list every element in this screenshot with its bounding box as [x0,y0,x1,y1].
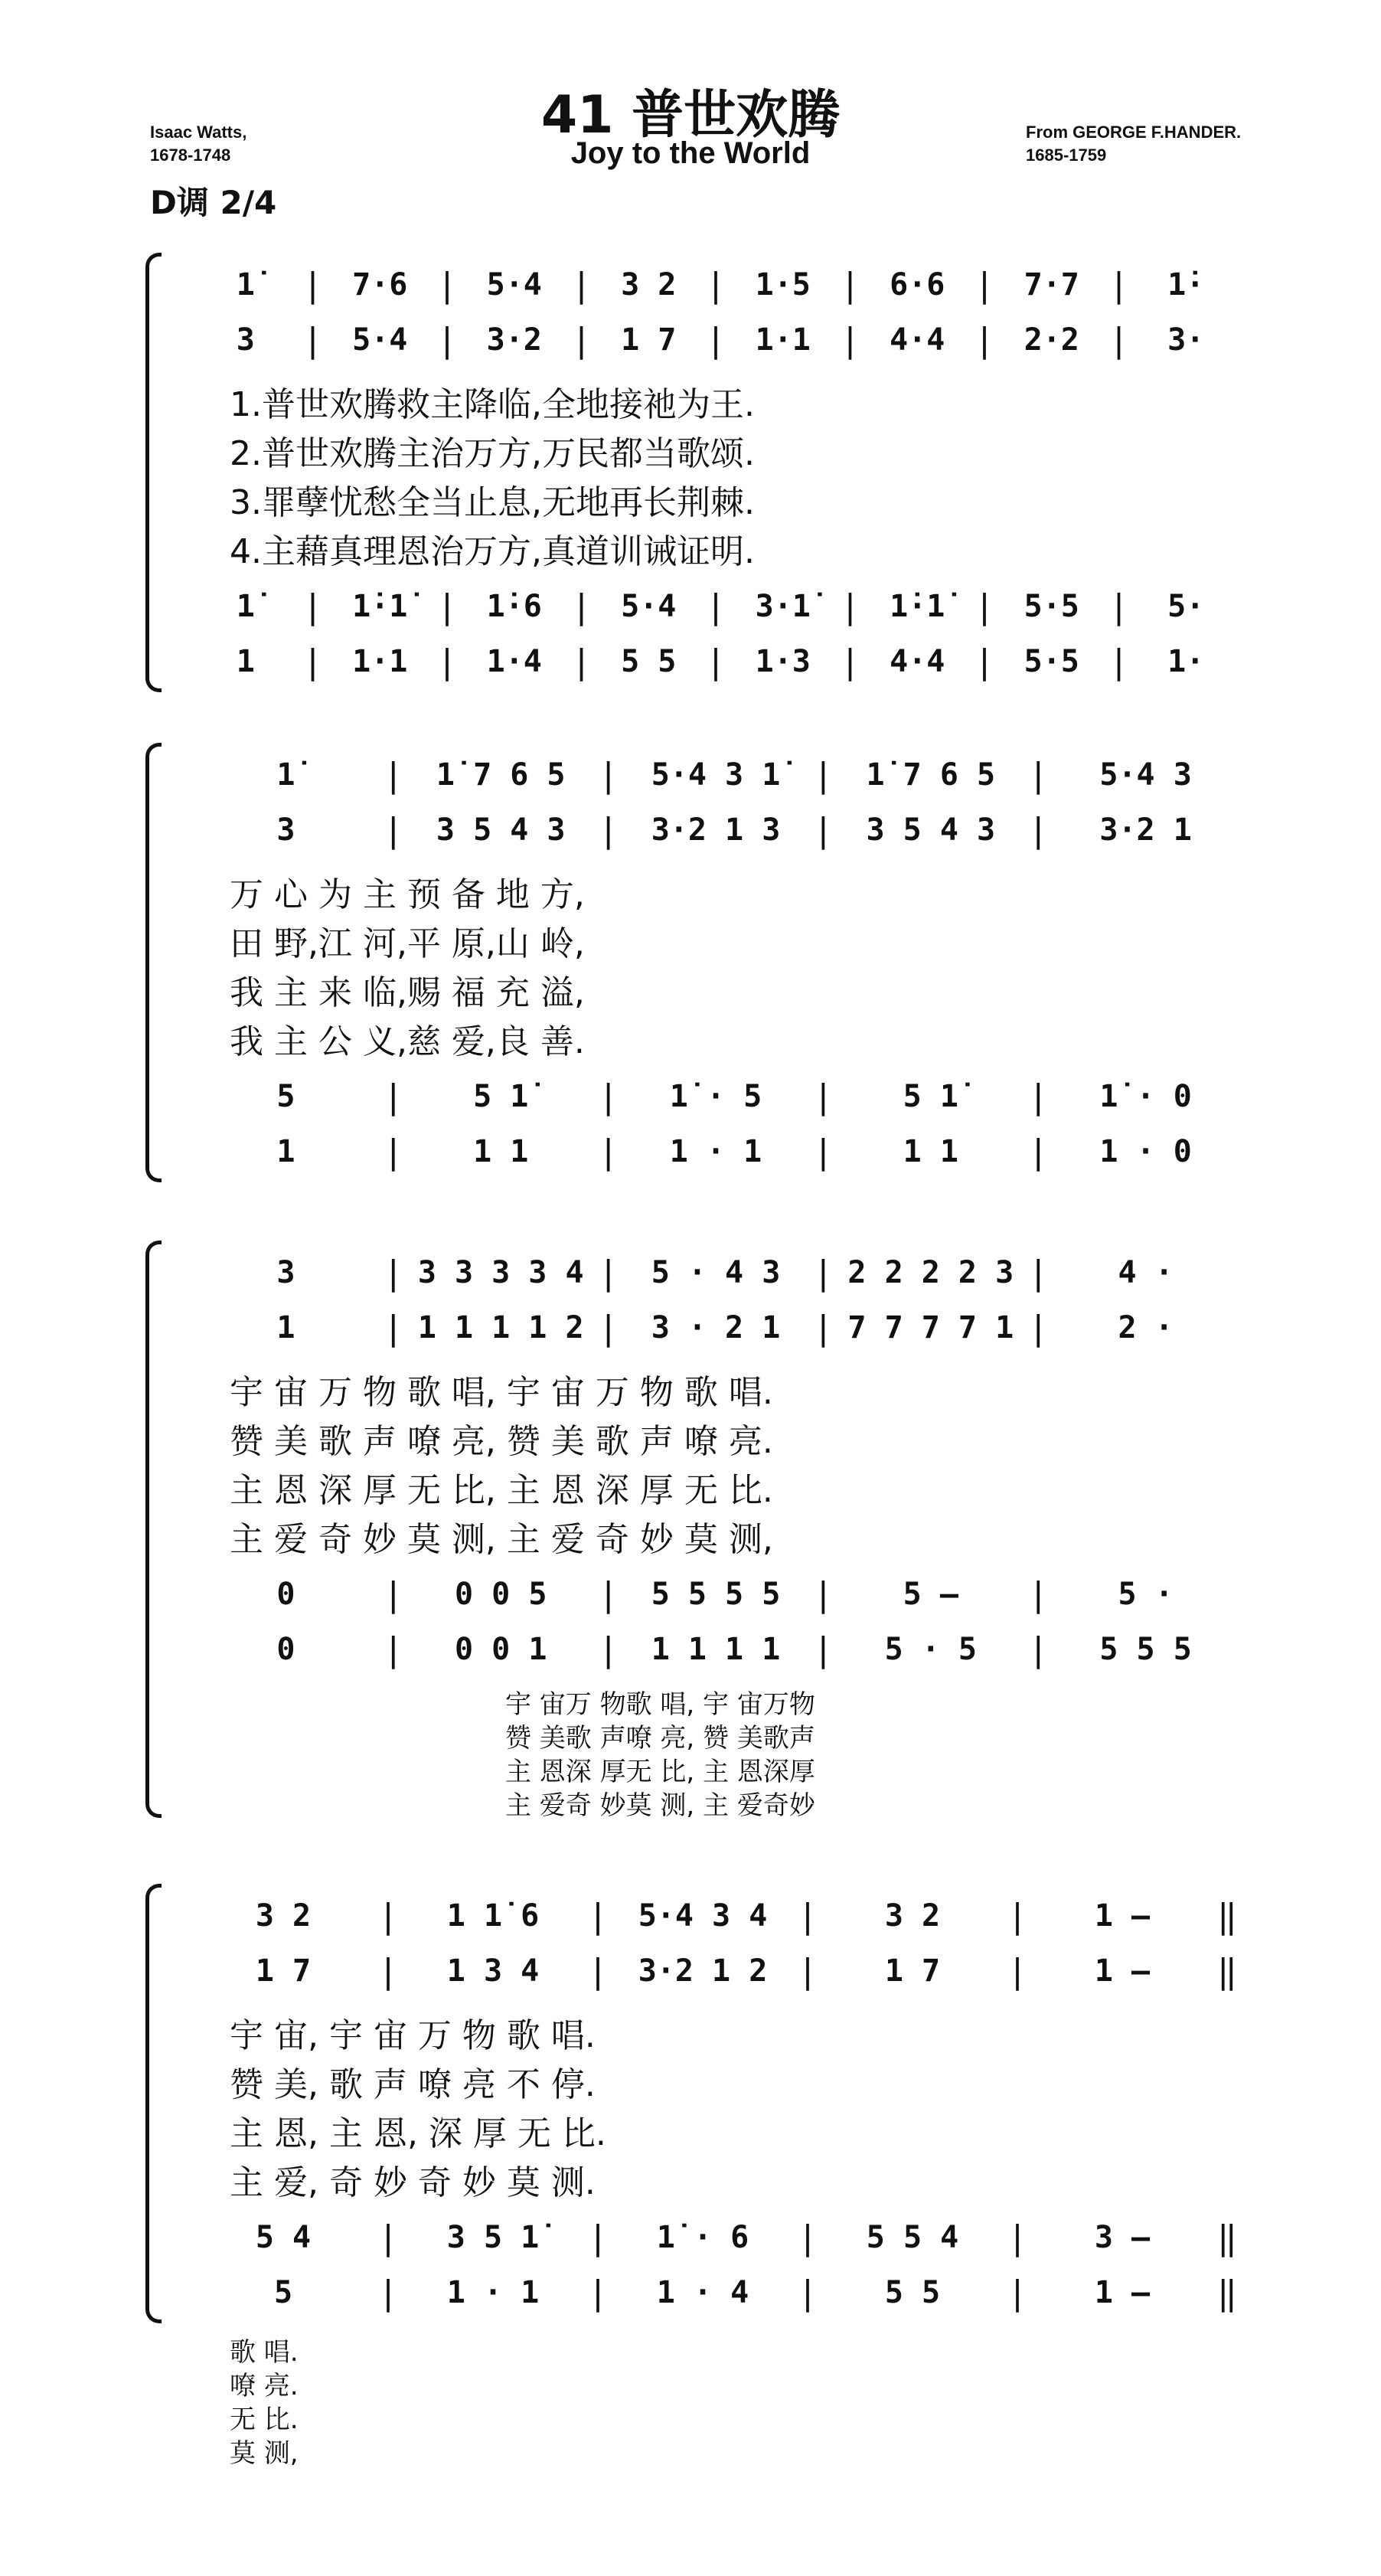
barline: | [797,1951,818,1991]
harmony-row [191,2268,1240,2317]
barline: | [1108,642,1129,682]
barline: | [1027,1308,1049,1348]
note-group: 5 5 4 [866,2220,959,2255]
note-group: 7·7 [1024,267,1079,302]
barline: | [598,1253,619,1293]
barline: | [1027,1574,1049,1614]
barline: | [813,810,834,850]
harmony-row [191,582,1240,631]
note-group: 5·4 3 1̇ [651,757,781,793]
tail-lyric-line: 嘹 亮. [230,2371,299,2401]
note-group: 1·3 [755,644,811,679]
lyric-line: 我 主 公 义,慈 爱,良 善. [230,1022,585,1061]
note-group: 5·4 [352,322,408,358]
barline: | [383,1132,404,1172]
note-group: 0 [276,1577,295,1612]
note-group: 1̇ · 6 [656,2220,749,2255]
barline: | [598,1132,619,1172]
note-group: 4·4 [890,644,945,679]
lyric-line: 赞 美, 歌 声 嘹 亮 不 停. [230,2065,596,2104]
barline: | [705,320,726,360]
barline: | [840,265,860,305]
barline: | [571,587,592,626]
note-group: 0 [276,1632,295,1667]
note-group: 5 [273,2275,293,2310]
system-brace [145,1884,162,2323]
note-group: 1 7 [255,1953,312,1989]
note-group: 1 [276,1134,295,1169]
note-group: 3 5 1̇ [446,2220,540,2255]
barline: | [1027,1132,1049,1172]
barline: | [797,1896,818,1936]
note-group: 1̇ [276,757,295,793]
note-group: 1 · 1 [446,2275,540,2310]
note-group: 1 [276,1310,295,1345]
barline: | [1027,810,1049,850]
barline: | [797,2218,818,2257]
note-group: 3 — [1094,2220,1151,2255]
note-group: 0 0 5 [454,1577,547,1612]
note-group: 5 4 [255,2220,312,2255]
harmony-row [191,2213,1240,2262]
barline: | [377,2218,399,2257]
barline: | [813,1132,834,1172]
barline: ‖ [1216,1896,1238,1936]
barline: | [705,642,726,682]
note-group: 3 5 4 3 [866,812,996,848]
barline: | [705,265,726,305]
barline: | [1027,1253,1049,1293]
note-group: 5·5 [1024,644,1079,679]
lyric-line: 我 主 来 临,赐 福 充 溢, [230,973,585,1012]
note-group: 1 — [1094,2275,1151,2310]
note-group: 1 1 1 1 2 [417,1310,584,1345]
barline: | [840,642,860,682]
note-group: 3· [1167,322,1205,358]
barline: | [383,810,404,850]
key-signature: D调 2/4 [150,184,277,221]
barline: ‖ [1216,2218,1238,2257]
barline: | [840,320,860,360]
barline: | [974,642,995,682]
barline: | [813,1630,834,1669]
note-group: 5 · 5 [884,1632,977,1667]
barline: | [587,2273,609,2313]
melody-row [191,1248,1240,1297]
note-group: 5·5 [1024,589,1079,624]
barline: | [436,320,458,360]
barline: | [383,1077,404,1116]
barline: | [383,1630,404,1669]
lyric-line: 3.罪孽忧愁全当止息,无地再长荆棘. [230,483,755,522]
lyric-line: 宇 宙 万 物 歌 唱, 宇 宙 万 物 歌 唱. [230,1373,773,1412]
composer-name: From GEORGE F.HANDER. [1026,123,1242,142]
note-group: 1 · 0 [1099,1134,1192,1169]
barline: | [436,642,458,682]
barline: | [587,2218,609,2257]
note-group: 2 2 2 2 3 [847,1255,1014,1290]
barline: | [813,1574,834,1614]
note-group: 3·2 1 2 [638,1953,768,1989]
harmony-lyric-line: 主 爱奇 妙莫 测, 主 爱奇妙 [505,1790,815,1821]
barline: | [598,1630,619,1669]
barline: | [1027,1630,1049,1669]
note-group: 5 · 4 3 [651,1255,781,1290]
hymn-title: 41 普世欢腾 [540,85,841,145]
note-group: 3·2 1 [1099,812,1192,848]
note-group: 5·4 3 [1099,757,1192,793]
barline: | [598,1077,619,1116]
lyric-line: 主 恩 深 厚 无 比, 主 恩 深 厚 无 比. [230,1471,773,1510]
lyric-line: 万 心 为 主 预 备 地 方, [230,875,585,914]
barline: | [302,587,323,626]
note-group: 3 [236,322,255,358]
note-group: 1 · 4 [656,2275,749,2310]
barline: | [813,1077,834,1116]
note-group: 1̇·1̇ [352,589,408,624]
lyric-line: 主 恩, 主 恩, 深 厚 无 比. [230,2114,606,2153]
note-group: 1̇ 7 6 5 [436,757,566,793]
note-group: 1 1 1 1 [651,1632,781,1667]
barline: | [840,587,860,626]
note-group: 1 7 [884,1953,941,1989]
melody-row [191,1891,1240,1940]
barline: | [1027,755,1049,795]
barline: | [383,1253,404,1293]
note-group: 1 · 1 [669,1134,762,1169]
note-group: 5 5 5 5 [651,1577,781,1612]
barline: | [383,1574,404,1614]
note-group: 1 1 [473,1134,529,1169]
barline: | [302,320,323,360]
barline: | [571,320,592,360]
barline: | [1027,1077,1049,1116]
note-group: 3 [276,1255,295,1290]
note-group: 1·1 [352,644,408,679]
barline: | [377,1896,399,1936]
composer-credit [1026,121,1241,167]
note-group: 1·4 [486,644,542,679]
note-group: 5 [276,1079,295,1114]
harmony-lyric-line: 主 恩深 厚无 比, 主 恩深厚 [505,1757,815,1787]
tail-lyric-line: 歌 唱. [230,2337,299,2368]
melody-row [191,1303,1240,1352]
harmony-row [191,1127,1240,1176]
author-years: 1678-1748 [150,145,231,165]
note-group: 7·6 [352,267,408,302]
note-group: 1̇ [236,267,255,302]
barline: | [1108,320,1129,360]
note-group: 3 2 [884,1898,941,1934]
barline: | [813,1308,834,1348]
note-group: 1 — [1094,1953,1151,1989]
barline: | [1108,265,1129,305]
note-group: 5·4 3 4 [638,1898,768,1934]
note-group: 1· [1167,644,1205,679]
author-credit [150,121,246,167]
harmony-row [191,1570,1240,1619]
note-group: 1̇ 7 6 5 [866,757,996,793]
lyric-line: 2.普世欢腾主治万方,万民都当歌颂. [230,434,755,473]
barline: | [587,1896,609,1936]
tail-lyric-line: 无 比. [230,2404,299,2435]
note-group: 6·6 [890,267,945,302]
note-group: 1 — [1094,1898,1151,1934]
barline: | [1007,2218,1028,2257]
author-name: Isaac Watts, [150,123,247,142]
composer-years: 1685-1759 [1026,145,1107,165]
note-group: 1·5 [755,267,811,302]
barline: | [1007,1951,1028,1991]
barline: | [1007,1896,1028,1936]
note-group: 2 · [1118,1310,1174,1345]
barline: | [436,587,458,626]
note-group: 1 [236,644,255,679]
system-brace [145,253,162,692]
note-group: 1·1 [755,322,811,358]
barline: | [587,1951,609,1991]
barline: ‖ [1216,1951,1238,1991]
note-group: 1̇·1̇ [890,589,945,624]
barline: | [974,265,995,305]
note-group: 5 1̇ [903,1079,958,1114]
barline: | [813,755,834,795]
note-group: 5 5 [884,2275,941,2310]
note-group: 3·2 [486,322,542,358]
note-group: 1̇· [1167,267,1205,302]
note-group: 1̇·6 [486,589,542,624]
note-group: 7 7 7 7 1 [847,1310,1014,1345]
melody-row [191,1947,1240,1996]
barline: | [598,755,619,795]
lyric-line: 4.主藉真理恩治万方,真道训诫证明. [230,532,755,571]
note-group: 5 5 [621,644,677,679]
barline: | [974,320,995,360]
note-group: 1 1 [903,1134,958,1169]
note-group: 3 5 4 3 [436,812,566,848]
note-group: 5·4 [621,589,677,624]
barline: | [1108,587,1129,626]
melody-row [191,806,1240,855]
lyric-line: 主 爱 奇 妙 莫 测, 主 爱 奇 妙 莫 测, [230,1520,773,1559]
barline: | [705,587,726,626]
barline: | [302,642,323,682]
barline: | [571,265,592,305]
harmony-lyric-line: 宇 宙万 物歌 唱, 宇 宙万物 [505,1689,815,1720]
barline: ‖ [1216,2273,1238,2313]
note-group: 1̇ · 0 [1099,1079,1192,1114]
lyric-line: 主 爱, 奇 妙 奇 妙 莫 测. [230,2163,596,2202]
melody-row [191,260,1240,309]
note-group: 5 · [1118,1577,1174,1612]
harmony-row [191,637,1240,686]
note-group: 2·2 [1024,322,1079,358]
barline: | [598,810,619,850]
barline: | [797,2273,818,2313]
note-group: 5 5 5 [1099,1632,1192,1667]
note-group: 3·1̇ [755,589,811,624]
note-group: 5 1̇ [473,1079,529,1114]
lyric-line: 1.普世欢腾救主降临,全地接祂为王. [230,385,755,424]
barline: | [436,265,458,305]
barline: | [383,755,404,795]
harmony-row [191,1625,1240,1674]
note-group: 5·4 [486,267,542,302]
note-group: 5 — [903,1577,958,1612]
harmony-row [191,1072,1240,1121]
note-group: 3 · 2 1 [651,1310,781,1345]
note-group: 3 2 [255,1898,312,1934]
note-group: 1 3 4 [446,1953,540,1989]
barline: | [302,265,323,305]
lyric-line: 田 野,江 河,平 原,山 岭, [230,924,585,963]
note-group: 1̇ · 5 [669,1079,762,1114]
note-group: 4 · [1118,1255,1174,1290]
barline: | [1007,2273,1028,2313]
hymn-subtitle: Joy to the World [570,136,811,170]
lyric-line: 赞 美 歌 声 嘹 亮, 赞 美 歌 声 嘹 亮. [230,1422,773,1461]
barline: | [974,587,995,626]
note-group: 4·4 [890,322,945,358]
note-group: 0 0 1 [454,1632,547,1667]
note-group: 3 [276,812,295,848]
note-group: 3·2 1 3 [651,812,781,848]
barline: | [377,1951,399,1991]
harmony-lyric-line: 赞 美歌 声嘹 亮, 赞 美歌声 [505,1723,815,1754]
barline: | [571,642,592,682]
note-group: 3 2 [621,267,677,302]
melody-row [191,315,1240,364]
barline: | [598,1308,619,1348]
tail-lyric-line: 莫 测, [230,2438,299,2469]
barline: | [598,1574,619,1614]
barline: | [377,2273,399,2313]
system-brace [145,743,162,1182]
barline: | [383,1308,404,1348]
note-group: 1̇ [236,589,255,624]
system-brace [145,1241,162,1818]
lyric-line: 宇 宙, 宇 宙 万 物 歌 唱. [230,2016,596,2055]
melody-row [191,750,1240,799]
barline: | [813,1253,834,1293]
note-group: 1 7 [621,322,677,358]
note-group: 5· [1167,589,1205,624]
note-group: 3 3 3 3 4 [417,1255,584,1290]
note-group: 1 1̇ 6 [446,1898,540,1934]
